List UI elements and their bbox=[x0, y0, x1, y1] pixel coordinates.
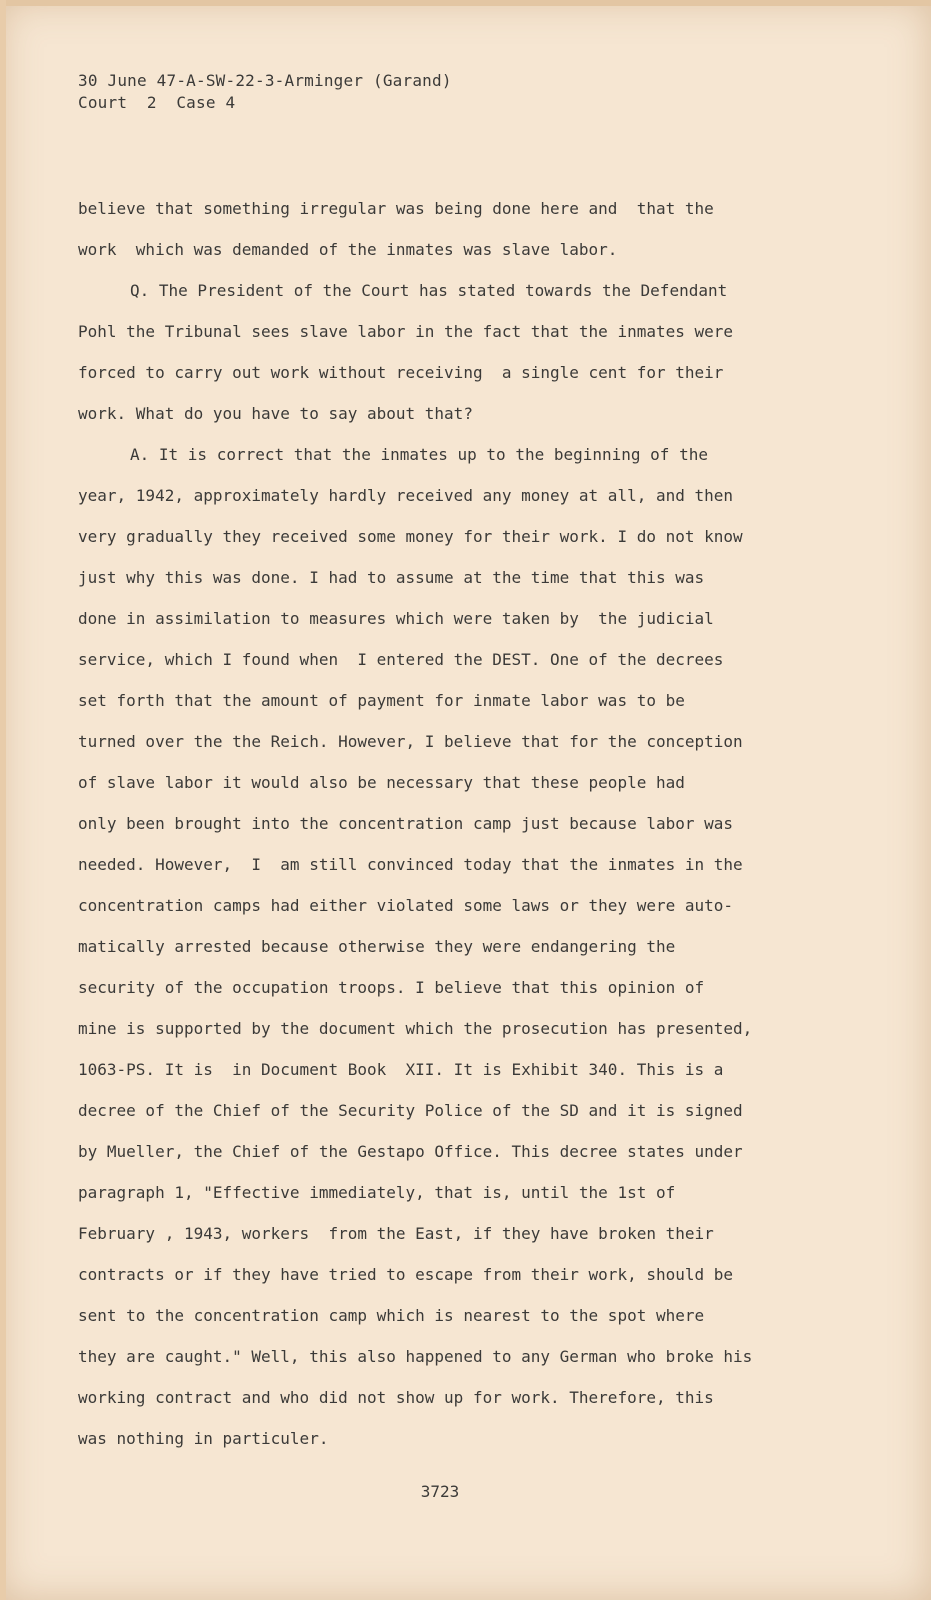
body-line: work. What do you have to say about that? bbox=[78, 404, 473, 423]
body-line: matically arrested because otherwise they were endangering the bbox=[78, 937, 676, 956]
paper-edge-left bbox=[0, 0, 6, 1600]
body-line: just why this was done. I had to assume at the time that this was bbox=[78, 568, 705, 587]
body-line: decree of the Chief of the Security Police of the SD and it is signed bbox=[78, 1101, 743, 1120]
body-line: only been brought into the concentration camp just because labor was bbox=[78, 814, 734, 833]
document-header bbox=[78, 70, 452, 114]
body-line: concentration camps had either violated some laws or they were auto- bbox=[78, 896, 734, 915]
body-line: February , 1943, workers from the East, if they have broken their bbox=[78, 1224, 714, 1243]
body-line: mine is supported by the document which the prosecution has presented, bbox=[78, 1019, 753, 1038]
body-line: security of the occupation troops. I believe that this opinion of bbox=[78, 978, 705, 997]
body-line: forced to carry out work without receiving a single cent for their bbox=[78, 363, 724, 382]
body-line: of slave labor it would also be necessary that these people had bbox=[78, 773, 685, 792]
body-line: they are caught." Well, this also happened to any German who broke his bbox=[78, 1347, 753, 1366]
paper-edge-top bbox=[0, 0, 931, 6]
body-line: set forth that the amount of payment for inmate labor was to be bbox=[78, 691, 685, 710]
body-line: turned over the the Reich. However, I believe that for the conception bbox=[78, 732, 743, 751]
body-line: paragraph 1, "Effective immediately, that is, until the 1st of bbox=[78, 1183, 676, 1202]
body-line: sent to the concentration camp which is nearest to the spot where bbox=[78, 1306, 705, 1325]
transcript-body bbox=[78, 188, 818, 1459]
body-line: working contract and who did not show up for work. Therefore, this bbox=[78, 1388, 714, 1407]
body-line: by Mueller, the Chief of the Gestapo Office. This decree states under bbox=[78, 1142, 743, 1161]
body-line: believe that something irregular was being done here and that the bbox=[78, 199, 714, 218]
answer-line: A. It is correct that the inmates up to the beginning of the bbox=[130, 445, 708, 464]
body-line: 1063-PS. It is in Document Book XII. It is Exhibit 340. This is a bbox=[78, 1060, 724, 1079]
body-line: service, which I found when I entered the DEST. One of the decrees bbox=[78, 650, 724, 669]
body-line: contracts or if they have tried to escape from their work, should be bbox=[78, 1265, 734, 1284]
body-line: was nothing in particuler. bbox=[78, 1429, 329, 1448]
body-line: done in assimilation to measures which were taken by the judicial bbox=[78, 609, 714, 628]
header-court-case-line: Court 2 Case 4 bbox=[78, 93, 236, 112]
question-line: Q. The President of the Court has stated towards the Defendant bbox=[130, 281, 728, 300]
body-line: work which was demanded of the inmates was slave labor. bbox=[78, 240, 618, 259]
body-line: Pohl the Tribunal sees slave labor in the fact that the inmates were bbox=[78, 322, 734, 341]
body-line: needed. However, I am still convinced today that the inmates in the bbox=[78, 855, 743, 874]
header-reference-line: 30 June 47-A-SW-22-3-Arminger (Garand) bbox=[78, 71, 452, 90]
page-number: 3723 bbox=[420, 1482, 460, 1501]
body-line: very gradually they received some money for their work. I do not know bbox=[78, 527, 743, 546]
body-line: year, 1942, approximately hardly received any money at all, and then bbox=[78, 486, 734, 505]
